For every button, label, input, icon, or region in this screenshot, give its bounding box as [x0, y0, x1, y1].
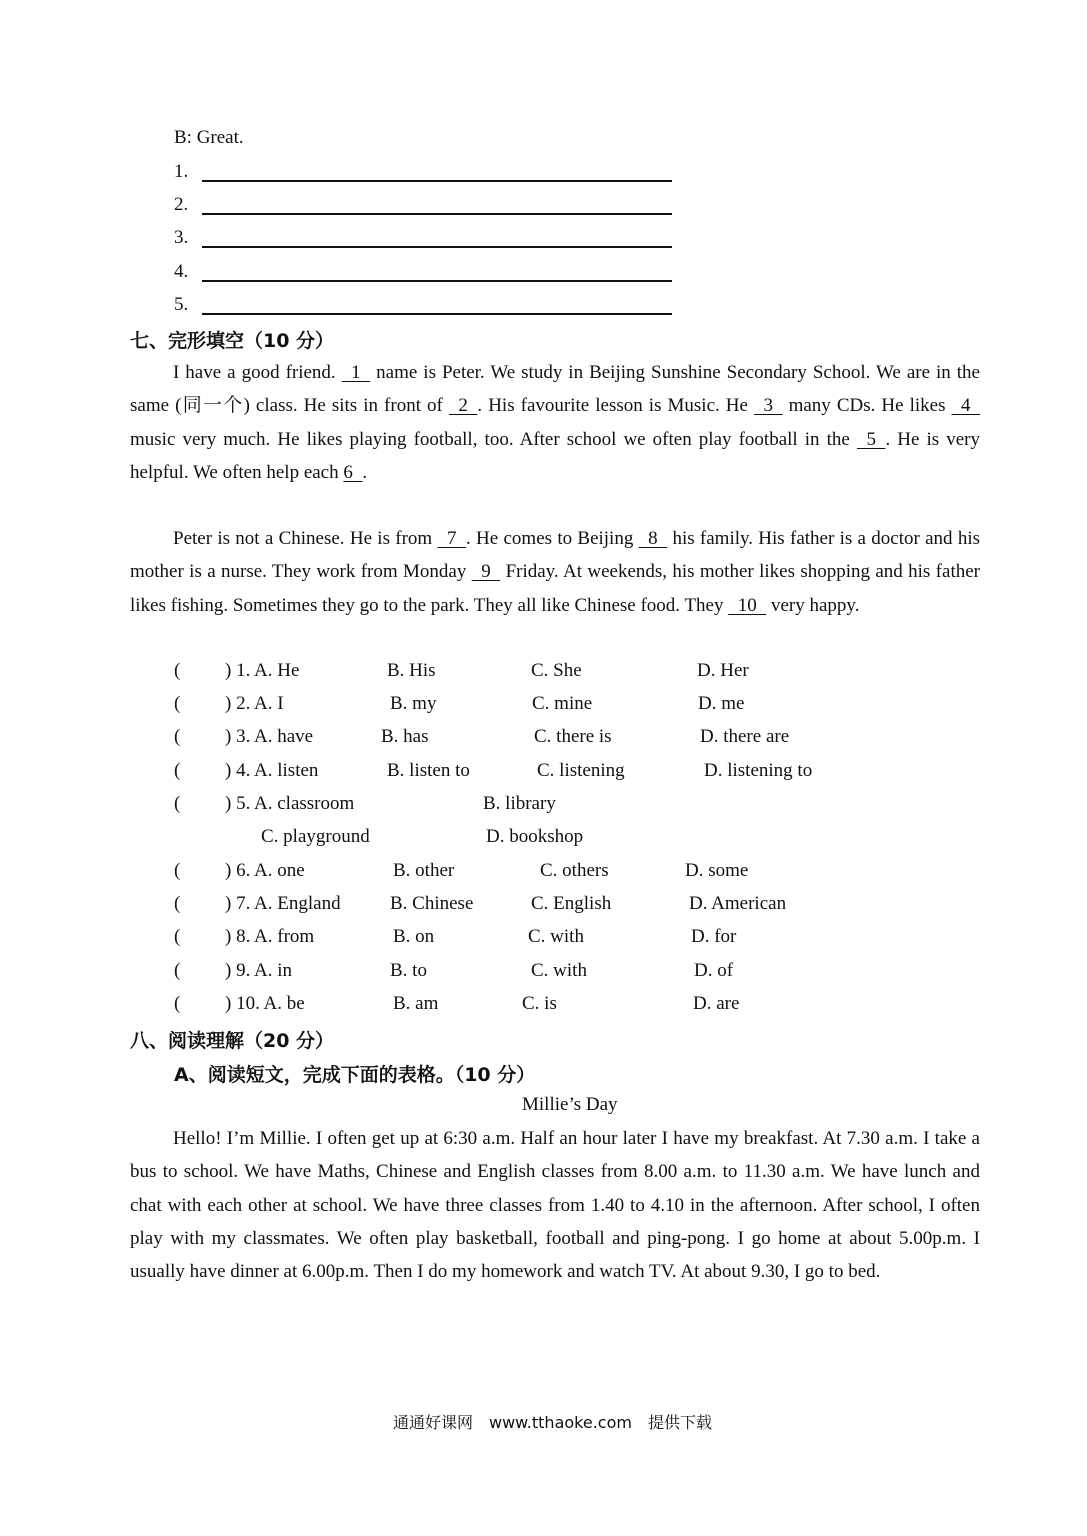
- question-option-a: ) 6. A. one: [225, 860, 305, 881]
- question-option-c: C. She: [531, 660, 582, 681]
- answer-paren[interactable]: (: [174, 993, 181, 1014]
- answer-number: 1.: [174, 161, 189, 182]
- answer-line[interactable]: [202, 280, 672, 282]
- answer-number: 2.: [174, 194, 189, 215]
- answer-line[interactable]: [202, 246, 672, 248]
- blank-10[interactable]: 10: [728, 594, 767, 616]
- answer-paren[interactable]: (: [174, 760, 181, 781]
- footer-credit: 通通好课网 www.tthaoke.com 提供下载: [393, 1413, 712, 1432]
- question-option-a: ) 5. A. classroom: [225, 793, 355, 814]
- question-option-a: ) 8. A. from: [225, 926, 315, 947]
- blank-9[interactable]: 9: [471, 561, 501, 583]
- question-option-c: C. mine: [532, 693, 593, 714]
- question-option-b: B. am: [393, 993, 439, 1014]
- question-option-b: B. His: [387, 660, 436, 681]
- answer-number: 5.: [174, 294, 189, 315]
- blank-1[interactable]: 1: [341, 362, 371, 383]
- question-option-b: B. library: [483, 793, 556, 814]
- question-option-b: B. Chinese: [390, 893, 474, 914]
- section-heading-cloze: 七、完形填空（10 分）: [130, 330, 335, 352]
- question-option-d: D. American: [689, 893, 787, 914]
- answer-number: 3.: [174, 227, 189, 248]
- answer-paren[interactable]: (: [174, 693, 181, 714]
- blank-6[interactable]: 6: [343, 461, 363, 483]
- question-option-b: B. on: [393, 926, 435, 947]
- question-option-d: D. Her: [697, 660, 749, 681]
- cloze-paragraph-2: Peter is not a Chinese. He is from 7 . He comes to Beijing 8 his family. His father is a doctor and his mother is a nurse. They work from Monday 9 Friday. At weekends, his mother likes shopping and his father likes fishing. Sometimes they go to the park. They all like Chinese food. They 10 very happy.: [130, 522, 980, 622]
- answer-paren[interactable]: (: [174, 893, 181, 914]
- answer-paren[interactable]: (: [174, 926, 181, 947]
- dialogue-line: B: Great.: [174, 127, 244, 148]
- cloze-paragraph-1: I have a good friend. 1 name is Peter. We study in Beijing Sunshine Secondary School. We are in the same (同一个) class. He sits in front of 2 . His favourite lesson is Music. He 3 many CDs. He likes 4 music very much. He likes playing football, too. After school we often play football in the 5 . He is very helpful. We often help each 6 .: [130, 356, 980, 489]
- question-option-d: D. me: [698, 693, 745, 714]
- question-option-d: D. for: [691, 926, 737, 947]
- question-option-b: B. to: [390, 960, 427, 981]
- question-option-a: ) 2. A. I: [225, 693, 284, 714]
- section-heading-reading: 八、阅读理解（20 分）: [130, 1030, 335, 1052]
- question-option-d: D. are: [693, 993, 740, 1014]
- question-option-b: B. listen to: [387, 760, 470, 781]
- blank-3[interactable]: 3: [754, 395, 783, 417]
- question-option-c: C. with: [528, 926, 584, 947]
- passage-title: Millie’s Day: [522, 1094, 618, 1115]
- question-option-b: B. other: [393, 860, 455, 881]
- answer-paren[interactable]: (: [174, 726, 181, 747]
- sub-heading-reading-a: A、阅读短文，完成下面的表格。（10 分）: [174, 1064, 536, 1086]
- answer-paren[interactable]: (: [174, 660, 181, 681]
- question-option-d: D. some: [685, 860, 749, 881]
- blank-7[interactable]: 7: [437, 528, 466, 549]
- answer-paren[interactable]: (: [174, 793, 181, 814]
- answer-line[interactable]: [202, 180, 672, 182]
- question-option-c: C. is: [522, 993, 557, 1014]
- question-option-c: C. English: [531, 893, 612, 914]
- answer-line[interactable]: [202, 313, 672, 315]
- question-option-c: C. listening: [537, 760, 625, 781]
- question-option-a: ) 10. A. be: [225, 993, 305, 1014]
- question-option-d: D. bookshop: [486, 826, 584, 847]
- blank-8[interactable]: 8: [638, 528, 668, 549]
- question-option-b: B. has: [381, 726, 429, 747]
- question-option-a: ) 3. A. have: [225, 726, 314, 747]
- answer-line[interactable]: [202, 213, 672, 215]
- blank-4[interactable]: 4: [951, 395, 981, 417]
- question-option-b: B. my: [390, 693, 437, 714]
- reading-passage: Hello! I’m Millie. I often get up at 6:30 a.m. Half an hour later I have my breakfast. At 7.30 a.m. I take a bus to school. We have Maths, Chinese and English classes from 8.00 a.m. to 11.30 a.m. We have lunch and chat with each other at school. We have three classes from 1.40 to 4.10 in the afternoon. After school, I often play with my classmates. We often play basketball, football and ping-pong. I go home at about 5.00p.m. I usually have dinner at 6.00p.m. Then I do my homework and watch TV. At about 9.30, I go to bed.: [130, 1128, 980, 1283]
- answer-paren[interactable]: (: [174, 860, 181, 881]
- question-option-d: D. listening to: [704, 760, 813, 781]
- question-option-a: ) 1. A. He: [225, 660, 300, 681]
- question-option-a: ) 4. A. listen: [225, 760, 319, 781]
- question-option-a: ) 7. A. England: [225, 893, 341, 914]
- question-option-c: C. there is: [534, 726, 612, 747]
- answer-number: 4.: [174, 261, 189, 282]
- blank-5[interactable]: 5: [856, 428, 886, 450]
- question-option-d: D. of: [694, 960, 734, 981]
- question-option-c: C. with: [531, 960, 587, 981]
- question-option-a: ) 9. A. in: [225, 960, 293, 981]
- blank-2[interactable]: 2: [448, 395, 478, 417]
- answer-paren[interactable]: (: [174, 960, 181, 981]
- question-option-c: C. others: [540, 860, 609, 881]
- question-option-d: D. there are: [700, 726, 790, 747]
- question-option-c: C. playground: [261, 826, 370, 847]
